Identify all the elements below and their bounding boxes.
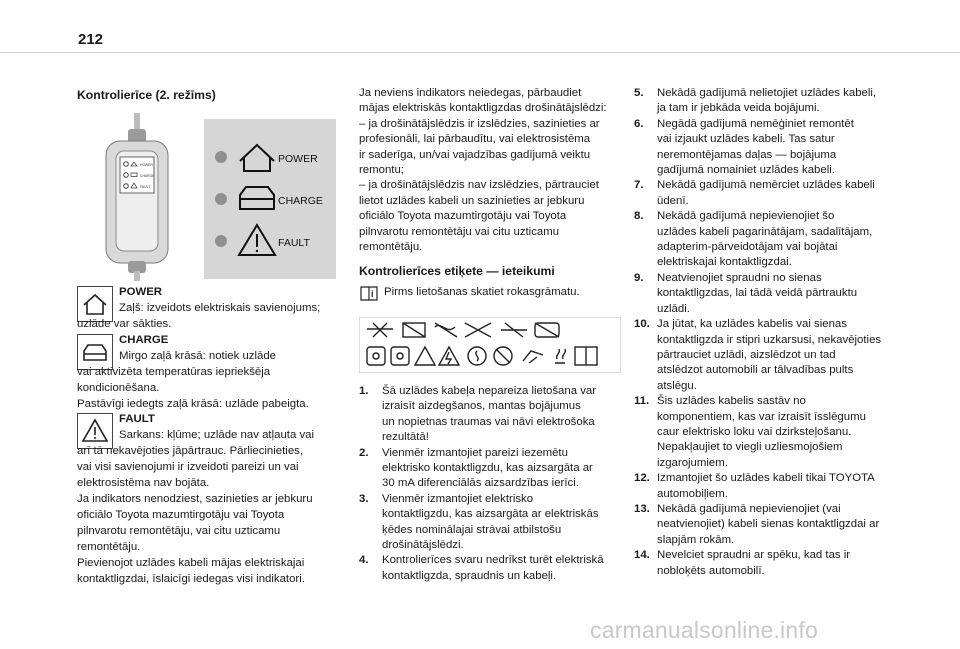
section-heading-controller: Kontrolierīce (2. režīms) xyxy=(77,88,216,102)
intro-line: remontu; xyxy=(359,164,404,177)
note-read-manual: Pirms lietošanas skatiet rokasgrāmatu. xyxy=(384,286,580,298)
intro-line: – ja drošinātājslēdzis nav izslēdzies, pārtrauciet xyxy=(359,179,599,192)
indicator-text-fault-line4: elektrosistēma nav bojāta. xyxy=(77,477,210,489)
indicator-text-fault-line7: pilnvarotu remontētāju, vai citu uzticamu xyxy=(77,525,281,537)
intro-line: lietot uzlādes kabeli un sazinieties ar jebkuru xyxy=(359,194,585,207)
indicator-text-fault-line8: remontētāju. xyxy=(77,541,141,553)
advice-list-1 xyxy=(359,384,621,584)
indicator-title-fault: FAULT xyxy=(119,413,155,425)
controller-illustration xyxy=(100,113,336,281)
list-item: 12. Izmantojiet šo uzlādes kabeli tikai TOYOTA automobiļiem. xyxy=(634,472,875,500)
indicator-text-charge-line2: vai aktivizēta temperatūras iepriekšēja xyxy=(77,366,271,378)
intro-paragraph xyxy=(359,86,621,255)
svg-text:i: i xyxy=(371,289,374,299)
device-label-fault: FAULT xyxy=(140,185,151,189)
list-item: 1. Šā uzlādes kabeļa nepareiza lietošana var izraisīt aizdegšanos, mantas bojājumus un nopietnas traumas vai nāvi elektrošoka rezultātā! xyxy=(359,385,597,444)
intro-line: mājas elektriskās kontaktligzdas drošinātājslēdzi: xyxy=(359,102,607,115)
indicator-text-power-line2: uzlāde var sākties. xyxy=(77,318,172,330)
list-item: 5. Nekādā gadījumā nelietojiet uzlādes kabeli, ja tam ir jebkāda veida bojājumi. xyxy=(634,87,877,115)
indicator-text-power-line1: Zaļš: izveidots elektriskais savienojums; xyxy=(119,302,321,314)
indicator-text-charge-line4: Pastāvīgi iedegts zaļā krāsā: uzlāde pabeigta. xyxy=(77,398,309,410)
indicator-text-fault-line6: oficiālo Toyota mazumtirgotāju vai Toyota xyxy=(77,509,285,521)
indicator-title-charge: CHARGE xyxy=(119,334,169,346)
manual-book-icon xyxy=(359,284,379,302)
list-item: 8. Nekādā gadījumā nepievienojiet šo uzlādes kabeli pagarinātājam, sadalītājam, adapterim-pārveidotājam vai bojātai elektriskajai kontaktligzdai. xyxy=(634,210,873,269)
indicator-text-fault-line1: Sarkans: kļūme; uzlāde nav atļauta vai xyxy=(119,429,315,441)
list-item: 13. Nekādā gadījumā nepievienojiet (vai neatvienojiet) kabeli sienas kontaktligzdai ar slapjām rokām. xyxy=(634,502,880,546)
indicator-text-fault-line3: vai visi savienojumi ir izveidoti pareizi un vai xyxy=(77,461,299,473)
list-item: 14. Nevelciet spraudni ar spēku, kad tas ir nobloķēts automobilī. xyxy=(634,549,851,577)
legend-label-fault: FAULT xyxy=(278,237,310,249)
legend-label-power: POWER xyxy=(278,153,318,165)
indicator-title-power: POWER xyxy=(119,286,163,298)
indicator-text-fault-line2: arī tā nekavējoties jāpārtrauc. Pārliecinieties, xyxy=(77,445,304,457)
advice-list-2 xyxy=(634,86,890,579)
indicator-text-fault-line5: Ja indikators nenodziest, sazinieties ar jebkuru xyxy=(77,493,313,505)
intro-line: ir saderīga, un/vai vajadzības gadījumā veiktu xyxy=(359,148,591,161)
intro-line: profesionāli, lai pārbaudītu, vai elektrosistēma xyxy=(359,133,591,146)
device-label-charge: CHARGE xyxy=(140,174,155,178)
intro-line: oficiālo Toyota mazumtirgotāju vai Toyota xyxy=(359,210,567,223)
indicator-text-fault-line9: Pievienojot uzlādes kabeli mājas elektriskajai xyxy=(77,557,305,569)
intro-line: – ja drošinātājslēdzis ir izslēdzies, sazinieties ar xyxy=(359,117,600,130)
watermark: carmanualsonline.info xyxy=(590,617,818,643)
intro-line: pilnvarotu remontētāju vai citu uzticamu xyxy=(359,225,560,238)
indicator-text-charge-line3: kondicionēšana. xyxy=(77,382,160,394)
hazard-pictograms xyxy=(359,317,621,373)
device-label-power: POWER xyxy=(140,163,153,167)
intro-line: Ja neviens indikators neiedegas, pārbaudiet xyxy=(359,87,582,99)
intro-line: remontētāju. xyxy=(359,241,423,254)
top-divider xyxy=(0,52,960,53)
list-item: 2. Vienmēr izmantojiet pareizi iezemētu elektrisko kontaktligzdu, kas aizsargāta ar 30 mA diferenciālās aizsardzības ierīci. xyxy=(359,446,593,490)
list-item: 10. Ja jūtat, ka uzlādes kabelis vai sienas kontaktligzda ir stipri uzkarsusi, nekavējoties pārtrauciet uzlādi, aizslēdzot un tad atslēdzot automobili ar tālvadības pults atslēgu. xyxy=(634,318,882,392)
legend-label-charge: CHARGE xyxy=(278,195,323,207)
list-item: 3. Vienmēr izmantojiet elektrisko kontaktligzdu, kas aizsargāta ar elektriskās ķēdes nominālajai strāvai atbilstošu drošinātājslēdzi. xyxy=(359,492,599,552)
indicator-text-charge-line1: Mirgo zaļā krāsā: notiek uzlāde xyxy=(119,350,277,362)
page-number: 212 xyxy=(78,31,104,48)
section-heading-label-advice: Kontrolierīces etiķete — ieteikumi xyxy=(359,264,555,278)
list-item: 9. Neatvienojiet spraudni no sienas kontaktligzdas, lai tādā veidā pārtrauktu uzlādi. xyxy=(634,271,858,315)
indicator-text-fault-line10: kontaktligzdai, īslaicīgi iedegas visi indikatori. xyxy=(77,573,305,585)
list-item: 6. Negādā gadījumā nemēģiniet remontēt vai izjaukt uzlādes kabeli. Tas satur neremontējamas daļas — bojājuma gadījumā nomainiet uzlādes kabeli. xyxy=(634,117,854,177)
list-item: 11. Šis uzlādes kabelis sastāv no komponentiem, kas var izraisīt īsslēgumu caur elektrisko loku vai dzirksteļošanu. Nepakļaujiet to viegli uzliesmojošiem izgarojumiem. xyxy=(634,395,866,469)
list-item: 4. Kontrolierīces svaru nedrīkst turēt elektriskā kontaktligzda, spraudnis un kabeļi. xyxy=(359,554,604,582)
list-item: 7. Nekādā gadījumā nemērciet uzlādes kabeli ūdenī. xyxy=(634,179,875,207)
